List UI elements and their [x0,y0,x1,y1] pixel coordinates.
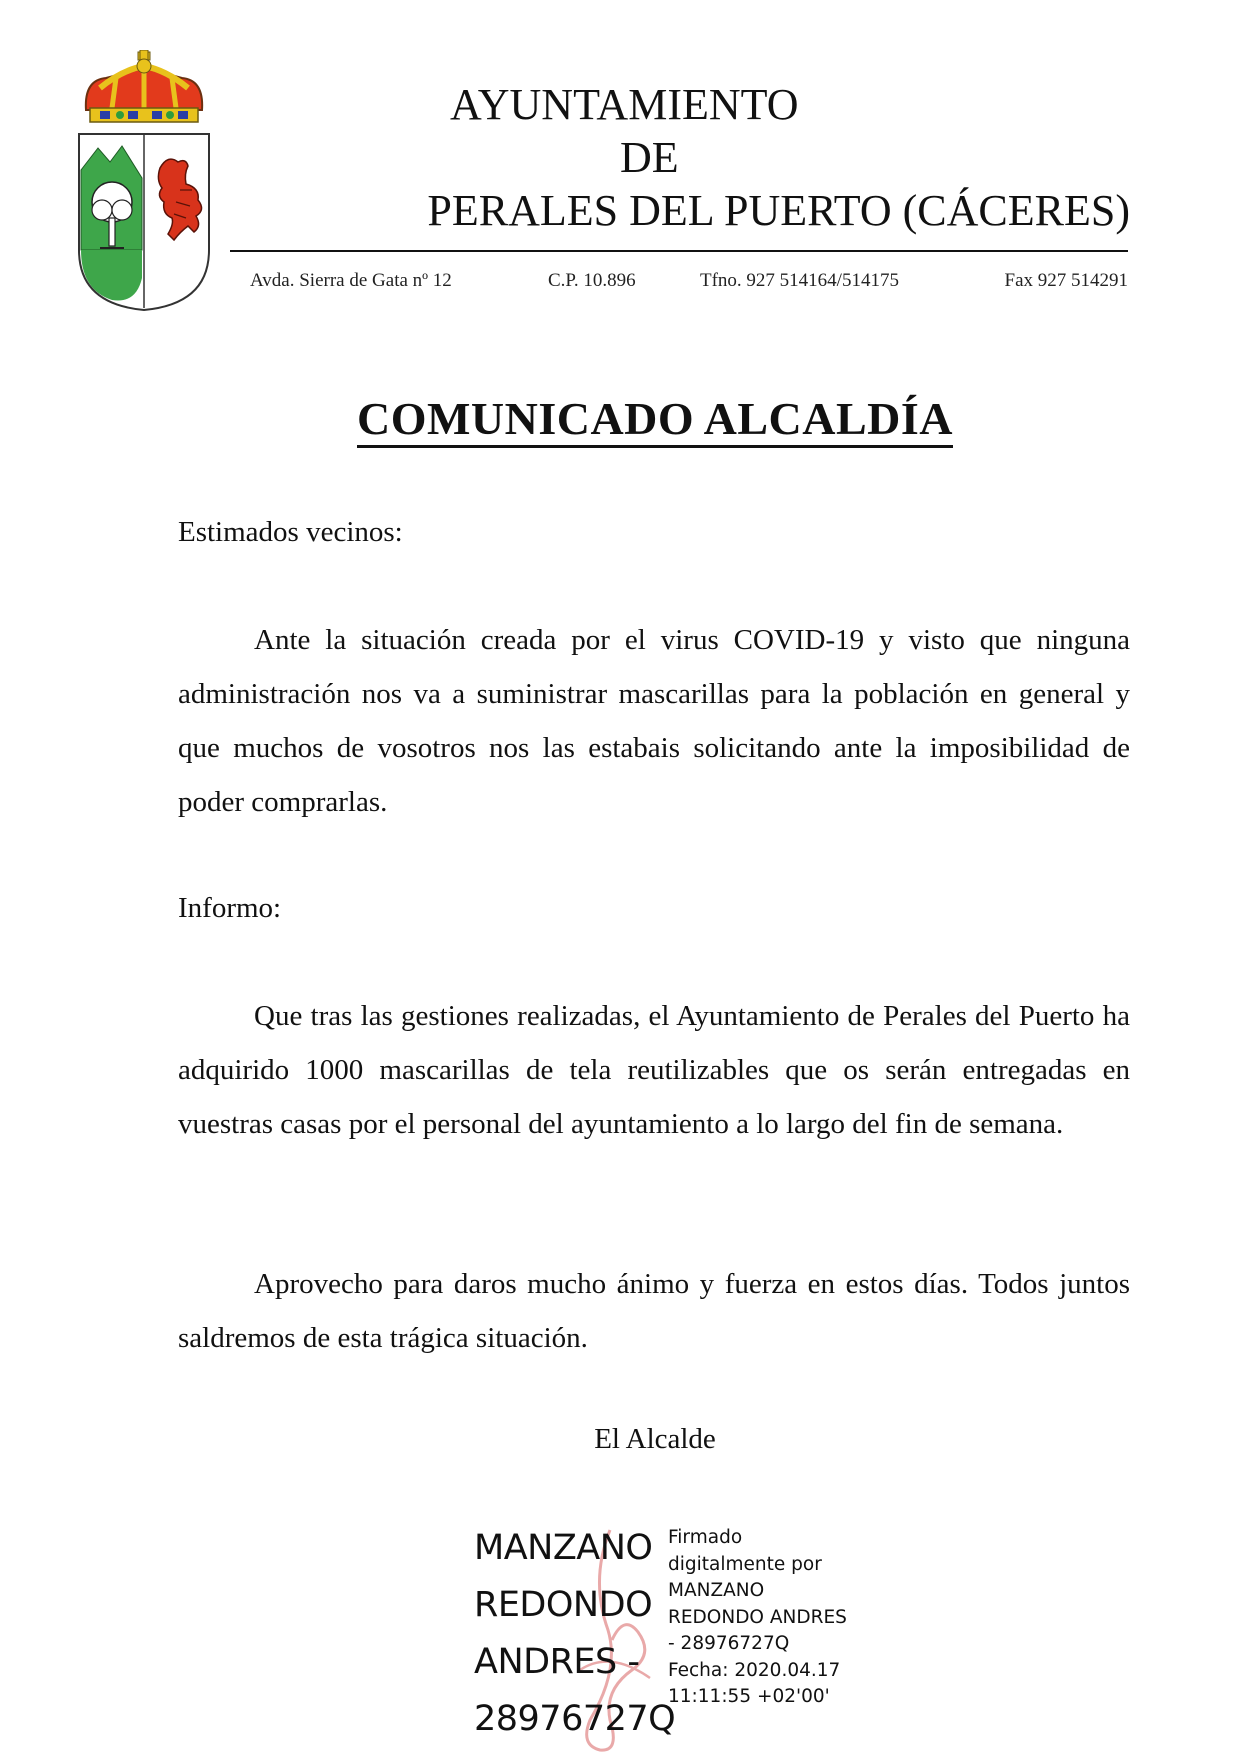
signer-name-line: REDONDO [474,1585,653,1625]
document-title-text: COMUNICADO ALCALDÍA [357,393,953,448]
signature-detail-line: digitalmente por [668,1553,822,1575]
address: Avda. Sierra de Gata nº 12 [250,270,452,291]
signature-detail-line: REDONDO ANDRES [668,1606,847,1628]
signature-detail-line: - 28976727Q [668,1633,790,1654]
postal-code: C.P. 10.896 [548,270,636,291]
signer-name-line: ANDRES - [474,1642,640,1682]
signer-name-line: 28976727Q [474,1699,676,1739]
header-line-2: DE [620,133,679,182]
header-line-3: PERALES DEL PUERTO (CÁCERES) [427,186,1130,235]
paragraph-1: Ante la situación creada por el virus COVID-19 y visto que ninguna administración nos va a suministrar mascarillas para la población en general y que muchos de vosotros nos las estabais solicitando ante la imposibilidad de poder comprarlas. [178,624,1130,818]
paragraph-3: Aprovecho para daros mucho ánimo y fuerza en estos días. Todos juntos saldremos de esta trágica situación. [178,1268,1130,1354]
signature-date-line: Fecha: 2020.04.17 [668,1659,841,1681]
signature-detail-line: MANZANO [668,1580,765,1601]
signature-details [668,1525,888,1711]
greeting: Estimados vecinos: [178,516,403,548]
municipality-header [300,78,1130,237]
signer-name-line: MANZANO [474,1528,653,1568]
coat-of-arms-icon [76,50,212,312]
signature-time-line: 11:11:55 +02'00' [668,1686,830,1707]
fax: Fax 927 514291 [1004,270,1128,291]
paragraph-2: Que tras las gestiones realizadas, el Ayuntamiento de Perales del Puerto ha adquirido 1000 mascarillas de tela reutilizables que os serán entregadas en vuestras casas por el personal del ayuntamiento a lo largo del fin de semana. [178,1000,1130,1140]
phone: Tfno. 927 514164/514175 [700,270,899,291]
closing-signoff: El Alcalde [594,1423,716,1455]
header-divider [230,250,1128,252]
header-line-1: AYUNTAMIENTO [450,80,799,129]
signature-detail-line: Firmado [668,1527,743,1548]
contact-line [230,270,1128,296]
document-title [0,392,1240,445]
signer-name [474,1520,674,1748]
informo-heading: Informo: [178,892,282,924]
